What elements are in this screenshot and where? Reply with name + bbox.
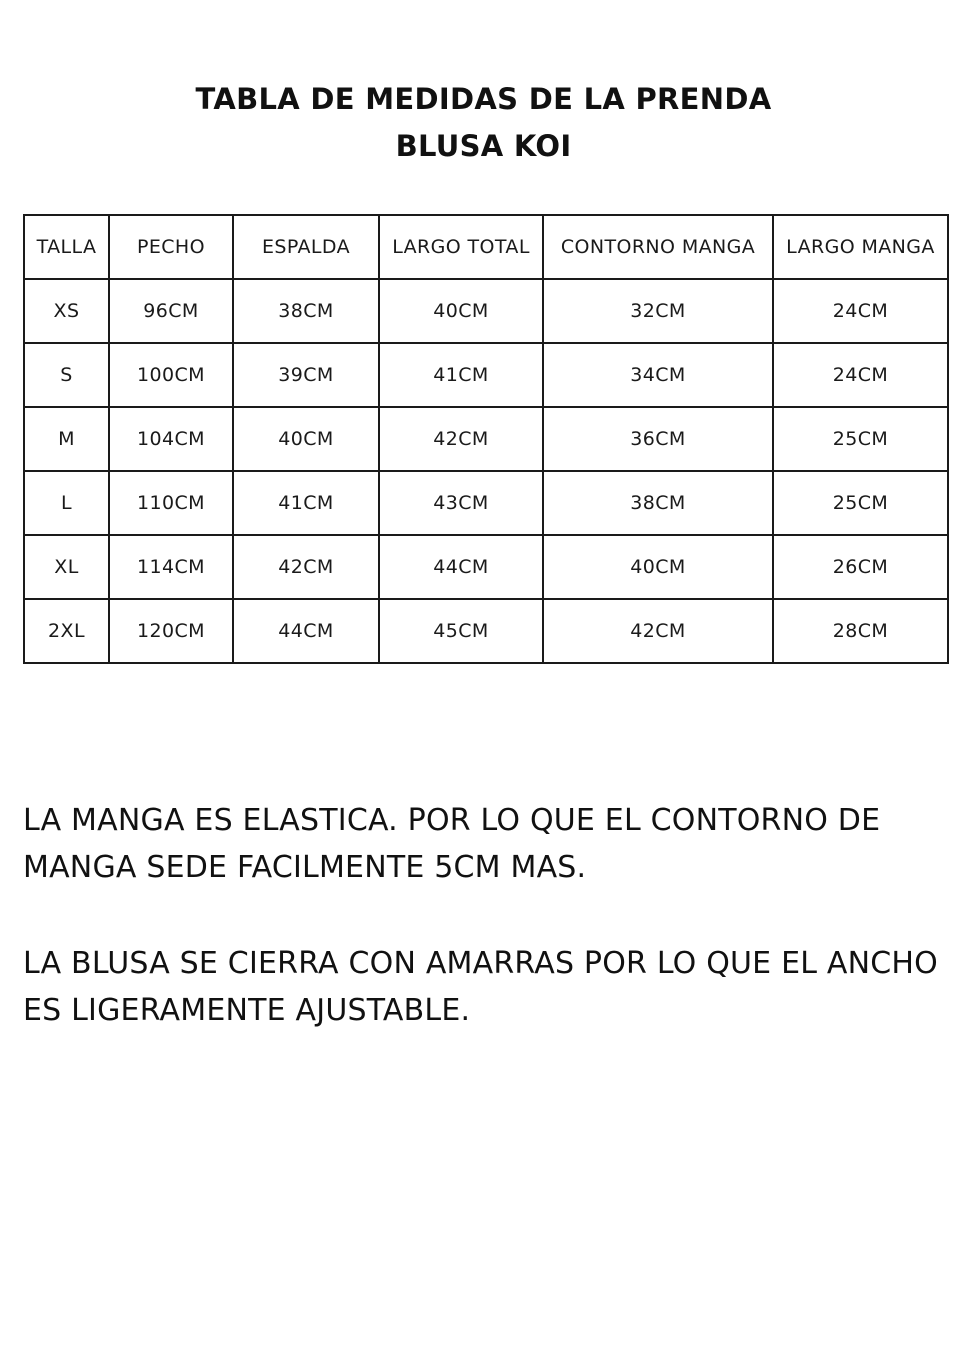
table-cell-largo-total: 45CM [379,599,543,663]
table-cell-pecho: 110CM [109,471,233,535]
table-cell-contorno-manga: 38CM [543,471,773,535]
table-row [24,599,948,663]
table-cell-talla: L [24,471,109,535]
table-cell-largo-manga: 25CM [773,407,948,471]
column-header-contorno-manga: CONTORNO MANGA [543,215,773,279]
column-header-talla: TALLA [24,215,109,279]
table-row [24,279,948,343]
table-cell-espalda: 40CM [233,407,379,471]
size-chart-table [23,214,949,664]
table-cell-largo-manga: 24CM [773,279,948,343]
page-title: TABLA DE MEDIDAS DE LA PRENDA [195,82,772,116]
column-header-largo-total: LARGO TOTAL [379,215,543,279]
table-cell-pecho: 114CM [109,535,233,599]
table-cell-largo-manga: 24CM [773,343,948,407]
table-cell-largo-manga: 25CM [773,471,948,535]
table-cell-largo-total: 43CM [379,471,543,535]
table-cell-contorno-manga: 42CM [543,599,773,663]
table-row [24,343,948,407]
table-header-row [24,215,948,279]
table-cell-talla: XS [24,279,109,343]
table-cell-largo-total: 41CM [379,343,543,407]
table-cell-espalda: 39CM [233,343,379,407]
table-cell-contorno-manga: 40CM [543,535,773,599]
table-cell-talla: 2XL [24,599,109,663]
table-cell-pecho: 96CM [109,279,233,343]
column-header-espalda: ESPALDA [233,215,379,279]
table-cell-talla: S [24,343,109,407]
table-cell-largo-total: 44CM [379,535,543,599]
column-header-largo-manga: LARGO MANGA [773,215,948,279]
notes-section [23,797,943,1083]
product-name: BLUSA KOI [395,129,572,163]
table-cell-pecho: 120CM [109,599,233,663]
note-sleeve-elastic: LA MANGA ES ELASTICA. POR LO QUE EL CONTORNO DE MANGA SEDE FACILMENTE 5CM MAS. [23,803,881,885]
table-row [24,471,948,535]
table-cell-largo-manga: 26CM [773,535,948,599]
table-cell-largo-manga: 28CM [773,599,948,663]
note-blouse-closure: LA BLUSA SE CIERRA CON AMARRAS POR LO QUE EL ANCHO ES LIGERAMENTE AJUSTABLE. [23,946,938,1028]
table-cell-espalda: 44CM [233,599,379,663]
table-cell-contorno-manga: 34CM [543,343,773,407]
table-cell-espalda: 41CM [233,471,379,535]
table-cell-espalda: 42CM [233,535,379,599]
column-header-pecho: PECHO [109,215,233,279]
table-cell-pecho: 100CM [109,343,233,407]
table-cell-largo-total: 42CM [379,407,543,471]
table-cell-largo-total: 40CM [379,279,543,343]
table-cell-talla: XL [24,535,109,599]
table-row [24,407,948,471]
table-cell-espalda: 38CM [233,279,379,343]
table-cell-pecho: 104CM [109,407,233,471]
table-cell-contorno-manga: 36CM [543,407,773,471]
table-cell-talla: M [24,407,109,471]
table-row [24,535,948,599]
title-block [0,76,967,170]
table-cell-contorno-manga: 32CM [543,279,773,343]
